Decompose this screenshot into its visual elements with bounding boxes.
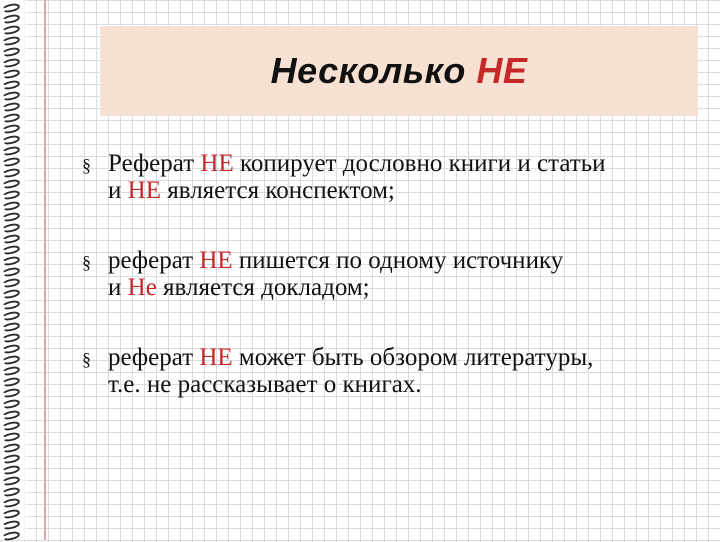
spiral-ring-icon	[1, 376, 20, 388]
spiral-ring-icon	[1, 222, 20, 234]
spiral-ring-icon	[1, 530, 20, 542]
bullet-item	[82, 344, 710, 398]
spiral-ring-icon	[1, 277, 20, 289]
spiral-ring-icon	[1, 409, 20, 421]
spiral-ring-icon	[1, 189, 20, 201]
spiral-ring-icon	[1, 354, 20, 366]
spiral-ring-icon	[1, 442, 20, 454]
bullet-text: и	[108, 177, 128, 204]
bullet-text: т.е. не рассказывает о книгах.	[108, 371, 422, 398]
spiral-ring-icon	[1, 398, 20, 410]
spiral-ring-icon	[1, 475, 20, 487]
spiral-ring-icon	[1, 156, 20, 168]
spiral-ring-icon	[1, 134, 20, 146]
title-accent-text: НЕ	[476, 50, 528, 91]
spiral-ring-icon	[1, 343, 20, 355]
bullet-text: и	[108, 274, 128, 301]
bullet-line	[108, 274, 710, 301]
bullet-text: копирует дословно книги и статьи	[233, 150, 606, 177]
bullet-line	[108, 177, 710, 204]
title-banner	[100, 26, 698, 116]
title-text: Несколько	[270, 50, 477, 91]
spiral-ring-icon	[1, 13, 20, 25]
spiral-ring-icon	[1, 123, 20, 135]
section-sign-icon: §	[82, 252, 91, 272]
slide-title	[271, 50, 528, 92]
bullet-accent: НЕ	[199, 344, 233, 371]
spiral-ring-icon	[1, 519, 20, 531]
spiral-ring-icon	[1, 464, 20, 476]
spiral-ring-icon	[1, 167, 20, 179]
spiral-ring-icon	[1, 420, 20, 432]
spiral-ring-icon	[1, 35, 20, 47]
spiral-ring-icon	[1, 255, 20, 267]
spiral-ring-icon	[1, 431, 20, 443]
spiral-ring-icon	[1, 101, 20, 113]
spiral-ring-icon	[1, 266, 20, 278]
section-sign-icon: §	[82, 155, 91, 175]
bullet-line	[108, 344, 710, 371]
bullet-line	[108, 150, 710, 177]
spiral-ring-icon	[1, 178, 20, 190]
spiral-ring-icon	[1, 244, 20, 256]
spiral-ring-icon	[1, 288, 20, 300]
spiral-ring-icon	[1, 387, 20, 399]
bullet-line	[108, 247, 710, 274]
section-sign-icon: §	[82, 349, 91, 369]
bullet-text: реферат	[108, 344, 200, 371]
spiral-ring-icon	[1, 299, 20, 311]
spiral-ring-icon	[1, 24, 20, 36]
spiral-ring-icon	[1, 332, 20, 344]
bullet-line	[108, 371, 710, 398]
bullet-accent: Не	[127, 274, 157, 301]
spiral-binding	[0, 0, 30, 540]
spiral-ring-icon	[1, 310, 20, 322]
bullet-text: является конспектом;	[160, 177, 395, 204]
spiral-ring-icon	[1, 68, 20, 80]
spiral-ring-icon	[1, 200, 20, 212]
bullet-text: реферат	[108, 247, 200, 274]
spiral-ring-icon	[1, 112, 20, 124]
bullet-text: может быть обзором литературы,	[232, 344, 594, 371]
spiral-ring-icon	[1, 79, 20, 91]
spiral-ring-icon	[1, 321, 20, 333]
bullet-list	[82, 150, 710, 441]
spiral-ring-icon	[1, 497, 20, 509]
bullet-accent: НЕ	[199, 247, 233, 274]
bullet-accent: НЕ	[200, 150, 234, 177]
bullet-text: Реферат	[108, 150, 201, 177]
bullet-item	[82, 150, 710, 204]
spiral-ring-icon	[1, 57, 20, 69]
spiral-ring-icon	[1, 90, 20, 102]
bullet-item	[82, 247, 710, 301]
margin-line	[44, 0, 46, 540]
spiral-ring-icon	[1, 145, 20, 157]
spiral-ring-icon	[1, 46, 20, 58]
bullet-accent: НЕ	[127, 177, 161, 204]
spiral-ring-icon	[1, 233, 20, 245]
spiral-ring-icon	[1, 486, 20, 498]
spiral-ring-icon	[1, 2, 20, 14]
bullet-text: является докладом;	[156, 274, 370, 301]
spiral-ring-icon	[1, 453, 20, 465]
bullet-text: пишется по одному источнику	[232, 247, 564, 274]
spiral-ring-icon	[1, 211, 20, 223]
spiral-ring-icon	[1, 508, 20, 520]
spiral-ring-icon	[1, 365, 20, 377]
